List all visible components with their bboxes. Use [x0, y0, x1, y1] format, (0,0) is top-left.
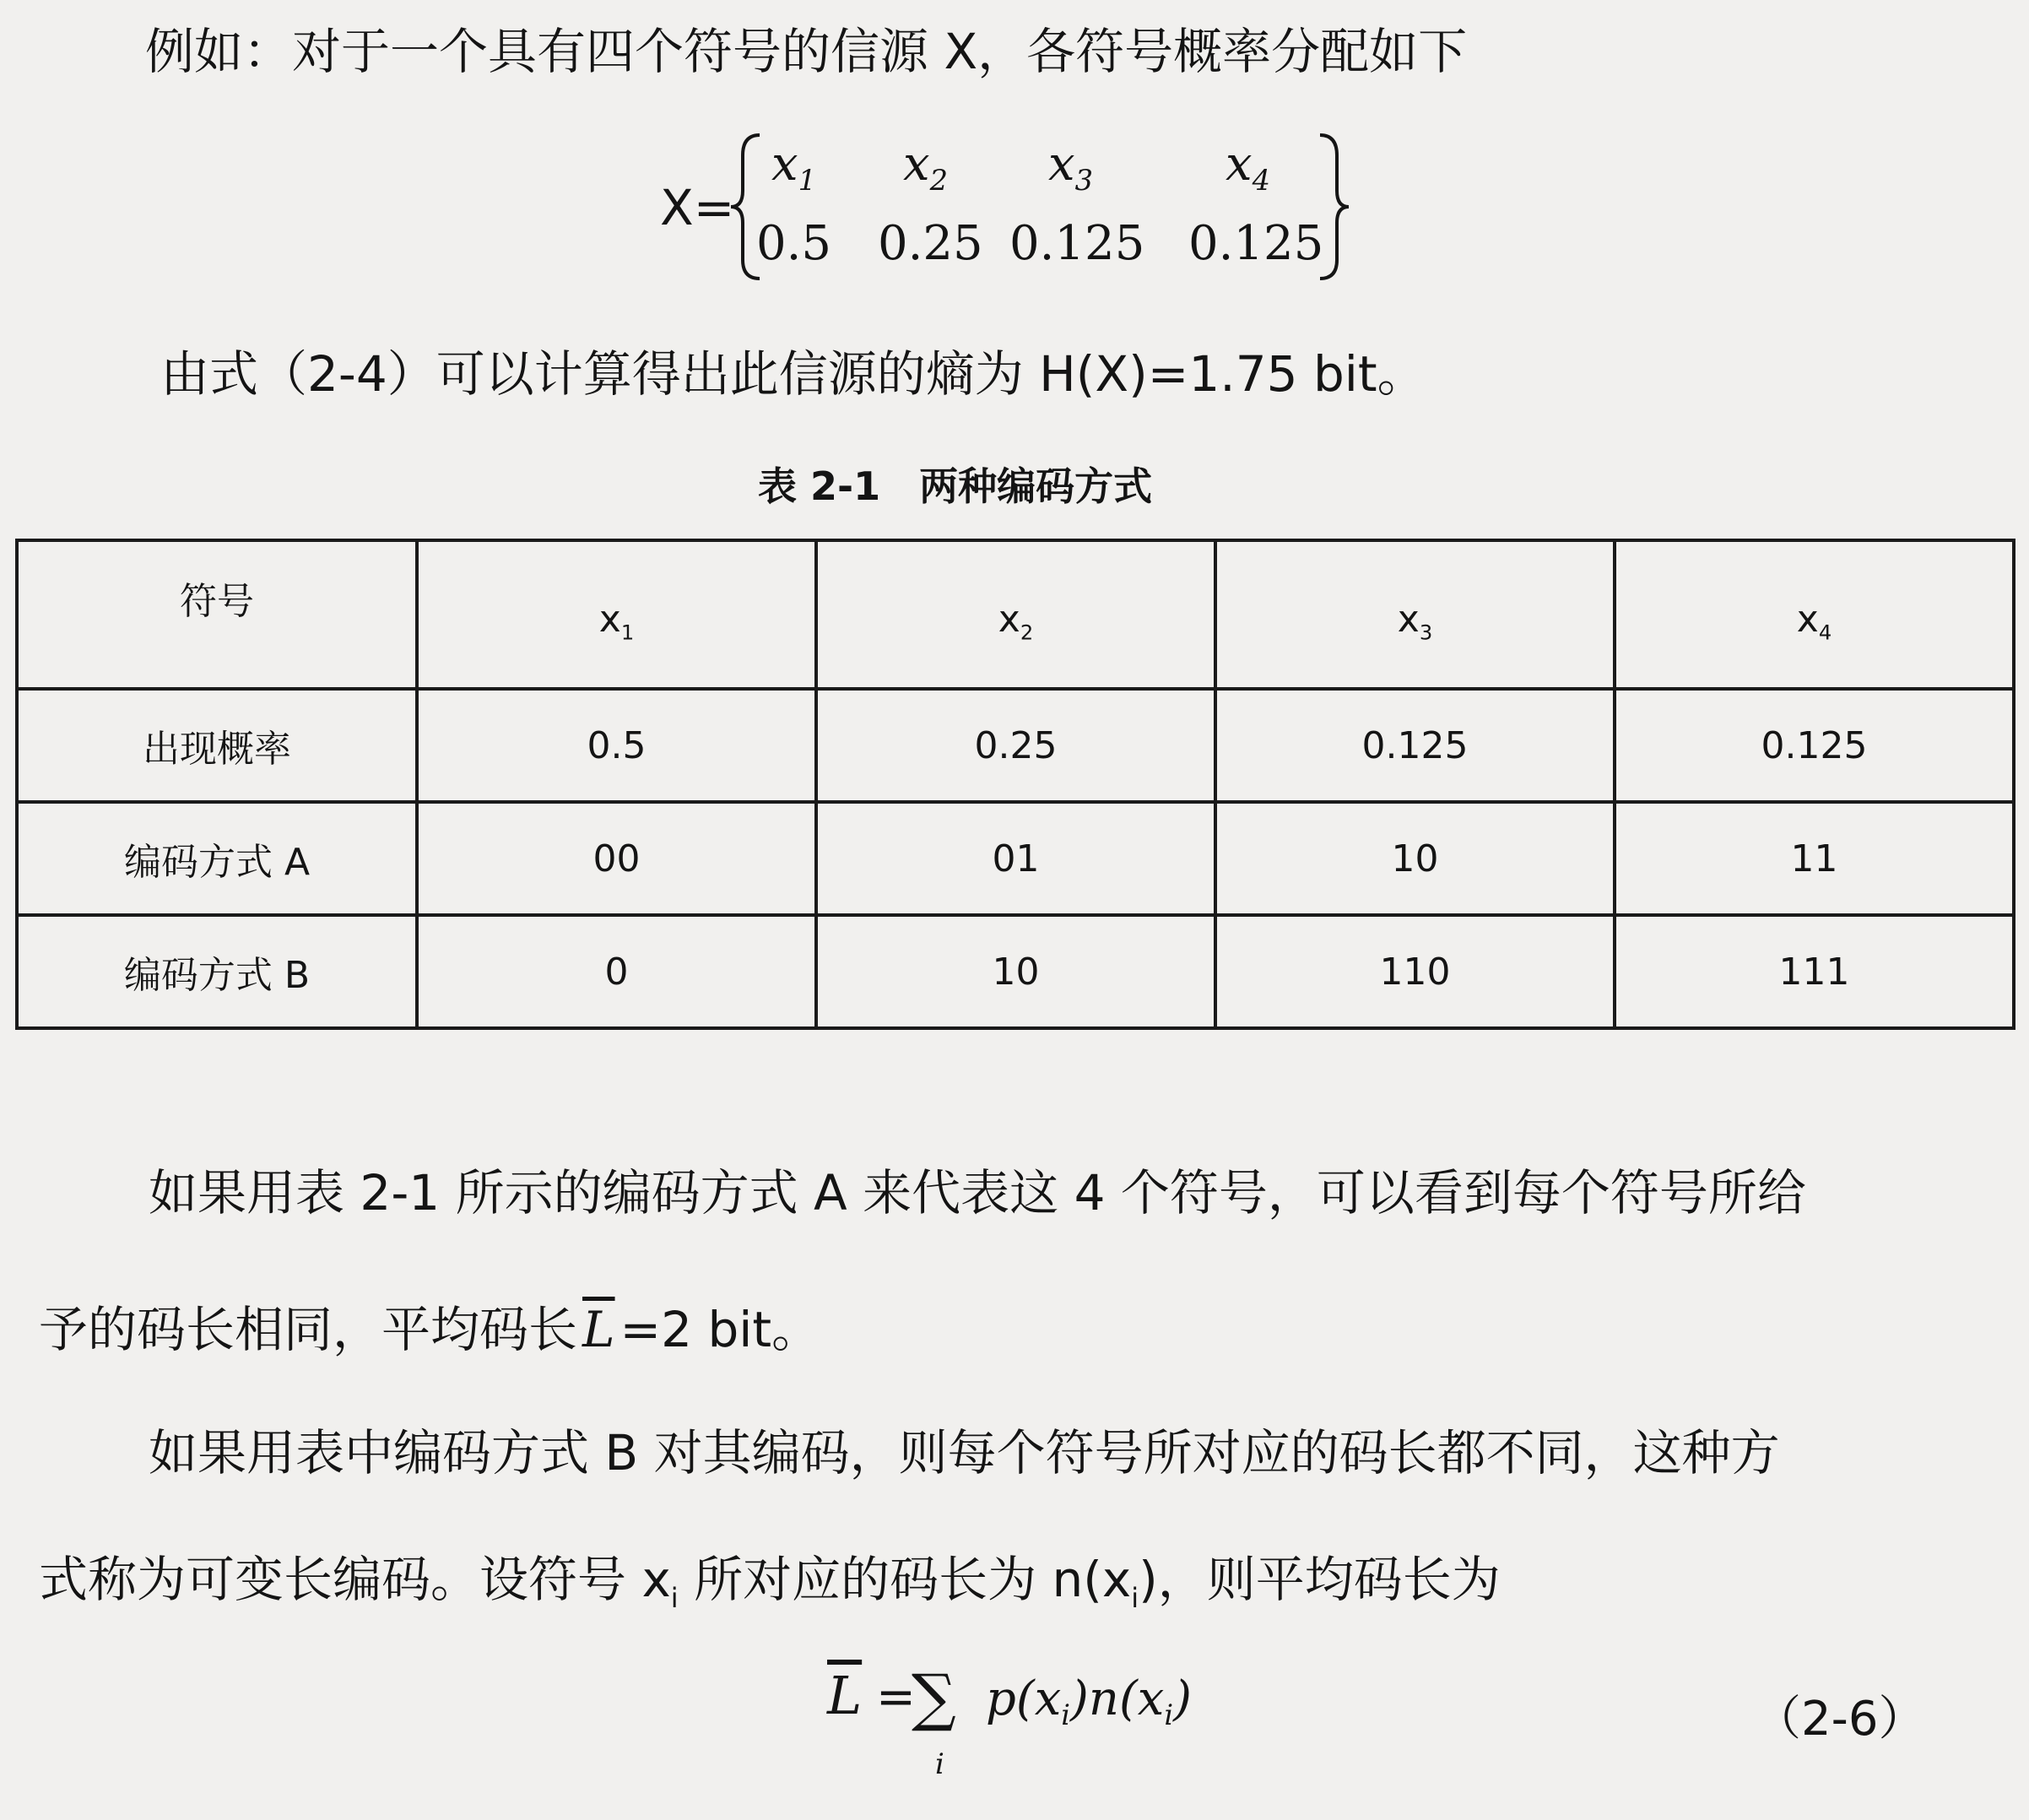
matrix-symbol-2: $x_2$ — [903, 137, 948, 197]
table-row — [17, 540, 2014, 689]
table-header-x3: $x_3$ — [1215, 540, 1615, 689]
table-header-symbol: 符号 — [17, 540, 417, 689]
paragraph-b-line1: 如果用表中编码方式 B 对其编码，则每个符号所对应的码长都不同，这种方 — [149, 1424, 1780, 1481]
matrix-prob-1: 0.5 — [756, 216, 832, 271]
table-cell: 110 — [1215, 915, 1615, 1028]
matrix-symbol-3: $x_3$ — [1048, 137, 1093, 197]
average-length-formula — [827, 1660, 1249, 1803]
equation-number: （2-6） — [1754, 1692, 1926, 1747]
intro-line: 例如：对于一个具有四个符号的信源 X，各符号概率分配如下 — [145, 23, 1468, 80]
entropy-line: 由式（2-4）可以计算得出此信源的熵为 H(X)=1.75 bit。 — [160, 345, 1426, 403]
table-cell: 0 — [417, 915, 816, 1028]
table-cell: 0.125 — [1215, 689, 1615, 802]
coding-table — [15, 539, 2015, 1030]
table-cell: 01 — [816, 802, 1215, 915]
matrix-symbol-4: $x_4$ — [1226, 137, 1270, 197]
table-cell: 0.5 — [417, 689, 816, 802]
paragraph-a-line1: 如果用表 2-1 所示的编码方式 A 来代表这 4 个符号，可以看到每个符号所给 — [149, 1164, 1806, 1221]
table-header-x2: $x_2$ — [816, 540, 1215, 689]
table-cell: 0.125 — [1615, 689, 2014, 802]
matrix-symbol-1: $x_1$ — [771, 137, 816, 197]
matrix-prob-4: 0.125 — [1188, 216, 1324, 271]
matrix-label: X= — [660, 179, 735, 236]
sigma-symbol: ∑ — [912, 1661, 956, 1734]
paragraph-b-line2: 式称为可变长编码。设符号 $x_i$ 所对应的码长为 $n(x_i)$，则平均码长为 — [39, 1551, 1501, 1614]
matrix-prob-2: 0.25 — [878, 216, 983, 271]
table-cell: 10 — [816, 915, 1215, 1028]
table-cell: 111 — [1615, 915, 2014, 1028]
table-cell: 00 — [417, 802, 816, 915]
table-header-x1: $x_1$ — [417, 540, 816, 689]
matrix-prob-3: 0.125 — [1009, 216, 1145, 271]
formula-body: $p(x_i)n(x_i)$ — [986, 1671, 1192, 1731]
row-label-coding-b: 编码方式 B — [17, 915, 417, 1028]
table-header-x4: $x_4$ — [1615, 540, 2014, 689]
table-cell: 0.25 — [816, 689, 1215, 802]
table-row — [17, 802, 2014, 915]
table-cell: 10 — [1215, 802, 1615, 915]
table-cell: 11 — [1615, 802, 2014, 915]
probability-matrix — [660, 127, 1352, 287]
formula-lhs: $\overline{L}$ — [827, 1665, 863, 1726]
row-label-coding-a: 编码方式 A — [17, 802, 417, 915]
table-row — [17, 689, 2014, 802]
sum-index: i — [935, 1747, 944, 1781]
paragraph-a-line2: 予的码长相同，平均码长 $\overline{L} =2$ bit。 — [39, 1301, 821, 1358]
row-label-probability: 出现概率 — [17, 689, 417, 802]
table-caption: 表 2-1 两种编码方式 — [758, 463, 1153, 509]
formula-equals: = — [876, 1670, 916, 1725]
avg-length-symbol: $\overline{L}$ — [582, 1301, 615, 1358]
table-row — [17, 915, 2014, 1028]
